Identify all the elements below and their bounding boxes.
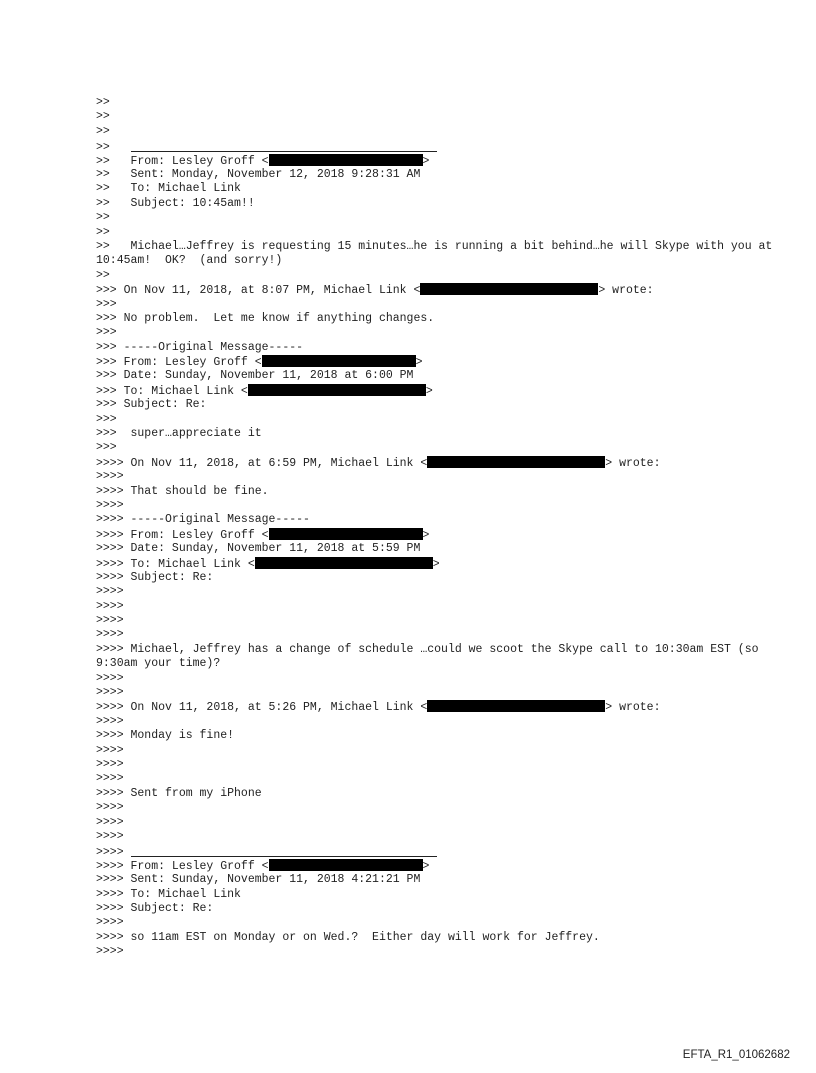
email-line bbox=[96, 427, 776, 441]
separator-rule bbox=[131, 139, 437, 152]
line-suffix: > bbox=[425, 384, 433, 398]
email-line bbox=[96, 384, 776, 398]
line-text: >>> bbox=[96, 326, 117, 340]
email-line bbox=[96, 528, 776, 542]
line-text: >>> On Nov 11, 2018, at 8:07 PM, Michael Link < bbox=[96, 284, 421, 298]
line-text: >>>> bbox=[96, 714, 124, 728]
line-text: >>>> bbox=[96, 628, 124, 642]
line-text: >>>> bbox=[96, 743, 124, 757]
email-line bbox=[96, 139, 776, 153]
line-text: >> From: Lesley Groff < bbox=[96, 154, 269, 168]
redaction-box bbox=[255, 557, 433, 569]
email-line bbox=[96, 888, 776, 902]
line-text: >> bbox=[96, 211, 110, 225]
email-line bbox=[96, 499, 776, 513]
email-line bbox=[96, 772, 776, 786]
line-text: >>>> bbox=[96, 686, 124, 700]
email-line bbox=[96, 283, 776, 297]
line-text: >>>> Sent from my iPhone bbox=[96, 786, 262, 800]
line-suffix: > bbox=[422, 528, 430, 542]
redaction-box bbox=[269, 859, 423, 871]
email-line bbox=[96, 744, 776, 758]
email-line bbox=[96, 830, 776, 844]
line-text: >>>> bbox=[96, 815, 124, 829]
line-text: >>>> bbox=[96, 671, 124, 685]
line-text: >>> From: Lesley Groff < bbox=[96, 356, 262, 370]
line-suffix: > bbox=[422, 859, 430, 873]
document-id: EFTA_R1_01062682 bbox=[682, 1049, 790, 1061]
email-line bbox=[96, 413, 776, 427]
email-line bbox=[96, 269, 776, 283]
email-line bbox=[96, 211, 776, 225]
line-text: >>>> bbox=[96, 614, 124, 628]
email-line bbox=[96, 945, 776, 959]
line-text: >>>> Michael, Jeffrey has a change of schedule …could we scoot the Skype call to 10:30am EST (so 9:30am your time)? bbox=[96, 642, 766, 671]
email-line bbox=[96, 801, 776, 815]
line-text: >> Subject: 10:45am!! bbox=[96, 196, 255, 210]
email-line bbox=[96, 816, 776, 830]
line-suffix: > wrote: bbox=[605, 701, 661, 715]
line-text: >>>> bbox=[96, 470, 124, 484]
email-thread-body bbox=[96, 96, 780, 960]
email-line bbox=[96, 542, 776, 556]
line-text: >> bbox=[96, 96, 110, 109]
email-line bbox=[96, 312, 776, 326]
line-text: >>> bbox=[96, 441, 117, 455]
line-text: >> bbox=[96, 124, 110, 138]
line-text: >>>> bbox=[96, 801, 124, 815]
line-text: >>> bbox=[96, 297, 117, 311]
email-line bbox=[96, 729, 776, 743]
email-line bbox=[96, 96, 776, 110]
line-text: >>>> bbox=[96, 772, 124, 786]
line-text: >> bbox=[96, 268, 110, 282]
line-text: >>>> From: Lesley Groff < bbox=[96, 859, 269, 873]
email-line bbox=[96, 614, 776, 628]
email-line bbox=[96, 197, 776, 211]
email-line bbox=[96, 369, 776, 383]
email-line bbox=[96, 571, 776, 585]
redaction-box bbox=[427, 456, 605, 468]
line-text: >>>> bbox=[96, 945, 124, 959]
email-line bbox=[96, 902, 776, 916]
line-text: >> bbox=[96, 110, 110, 124]
line-text: >>> bbox=[96, 412, 117, 426]
line-suffix: > bbox=[415, 356, 423, 370]
redaction-box bbox=[269, 154, 423, 166]
email-line bbox=[96, 168, 776, 182]
redaction-box bbox=[427, 700, 605, 712]
line-text: >>>> bbox=[96, 846, 131, 860]
email-line bbox=[96, 931, 776, 945]
email-line bbox=[96, 643, 776, 672]
email-line bbox=[96, 110, 776, 124]
line-text: >>> To: Michael Link < bbox=[96, 384, 248, 398]
email-line bbox=[96, 513, 776, 527]
email-line bbox=[96, 239, 780, 269]
email-line bbox=[96, 873, 776, 887]
line-suffix: > wrote: bbox=[605, 456, 661, 470]
email-line bbox=[96, 154, 776, 168]
line-text: >>>> so 11am EST on Monday or on Wed.? Either day will work for Jeffrey. bbox=[96, 930, 600, 944]
line-text: >>>> bbox=[96, 916, 124, 930]
line-text: >>>> From: Lesley Groff < bbox=[96, 528, 269, 542]
redaction-box bbox=[262, 355, 416, 367]
line-text: >>>> Subject: Re: bbox=[96, 570, 214, 584]
line-suffix: > bbox=[432, 557, 440, 571]
email-line bbox=[96, 470, 776, 484]
line-text: >> bbox=[96, 141, 131, 155]
redaction-box bbox=[248, 384, 426, 396]
line-text: >> Sent: Monday, November 12, 2018 9:28:31 AM bbox=[96, 167, 421, 181]
line-text: >>>> Sent: Sunday, November 11, 2018 4:21:21 PM bbox=[96, 873, 421, 887]
email-line bbox=[96, 341, 776, 355]
line-text: >>>> bbox=[96, 585, 124, 599]
line-text: >>>> To: Michael Link < bbox=[96, 557, 255, 571]
line-text: >>> -----Original Message----- bbox=[96, 340, 304, 354]
email-line bbox=[96, 226, 776, 240]
line-text: >>>> bbox=[96, 599, 124, 613]
email-line bbox=[96, 355, 776, 369]
redaction-box bbox=[269, 528, 423, 540]
email-line bbox=[96, 916, 776, 930]
email-line bbox=[96, 585, 776, 599]
separator-rule bbox=[131, 844, 437, 857]
email-line bbox=[96, 600, 776, 614]
email-line bbox=[96, 456, 776, 470]
line-text: >>>> bbox=[96, 498, 124, 512]
line-text: >>>> -----Original Message----- bbox=[96, 513, 310, 527]
email-line bbox=[96, 298, 776, 312]
line-text: >>> super…appreciate it bbox=[96, 427, 262, 441]
line-text: >>>> Subject: Re: bbox=[96, 901, 214, 915]
email-line bbox=[96, 758, 776, 772]
line-text: >>>> To: Michael Link bbox=[96, 887, 241, 901]
email-line bbox=[96, 686, 776, 700]
email-line bbox=[96, 125, 776, 139]
email-line bbox=[96, 787, 776, 801]
line-text: >>>> On Nov 11, 2018, at 6:59 PM, Michael Link < bbox=[96, 456, 428, 470]
redaction-box bbox=[420, 283, 598, 295]
line-text: >>>> Date: Sunday, November 11, 2018 at 5:59 PM bbox=[96, 542, 421, 556]
email-line bbox=[96, 844, 776, 858]
email-line bbox=[96, 398, 776, 412]
line-text: >>>> Monday is fine! bbox=[96, 729, 235, 743]
email-line bbox=[96, 715, 776, 729]
line-text: >>>> On Nov 11, 2018, at 5:26 PM, Michael Link < bbox=[96, 701, 428, 715]
line-text: >> Michael…Jeffrey is requesting 15 minutes…he is running a bit behind…he will Skype with you at 10:45am! OK? (and sorry!) bbox=[96, 239, 780, 268]
line-text: >>> No problem. Let me know if anything changes. bbox=[96, 311, 435, 325]
line-text: >>>> That should be fine. bbox=[96, 484, 269, 498]
line-text: >>>> bbox=[96, 758, 124, 772]
line-text: >>> Date: Sunday, November 11, 2018 at 6:00 PM bbox=[96, 369, 414, 383]
email-line bbox=[96, 628, 776, 642]
line-text: >>> Subject: Re: bbox=[96, 398, 207, 412]
line-suffix: > wrote: bbox=[598, 284, 654, 298]
line-text: >> bbox=[96, 225, 110, 239]
email-line bbox=[96, 672, 776, 686]
email-line bbox=[96, 485, 776, 499]
email-line bbox=[96, 182, 776, 196]
email-line bbox=[96, 859, 776, 873]
line-suffix: > bbox=[422, 154, 430, 168]
email-line bbox=[96, 326, 776, 340]
email-line bbox=[96, 557, 776, 571]
line-text: >>>> bbox=[96, 829, 124, 843]
email-line bbox=[96, 441, 776, 455]
line-text: >> To: Michael Link bbox=[96, 182, 241, 196]
email-line bbox=[96, 700, 776, 714]
